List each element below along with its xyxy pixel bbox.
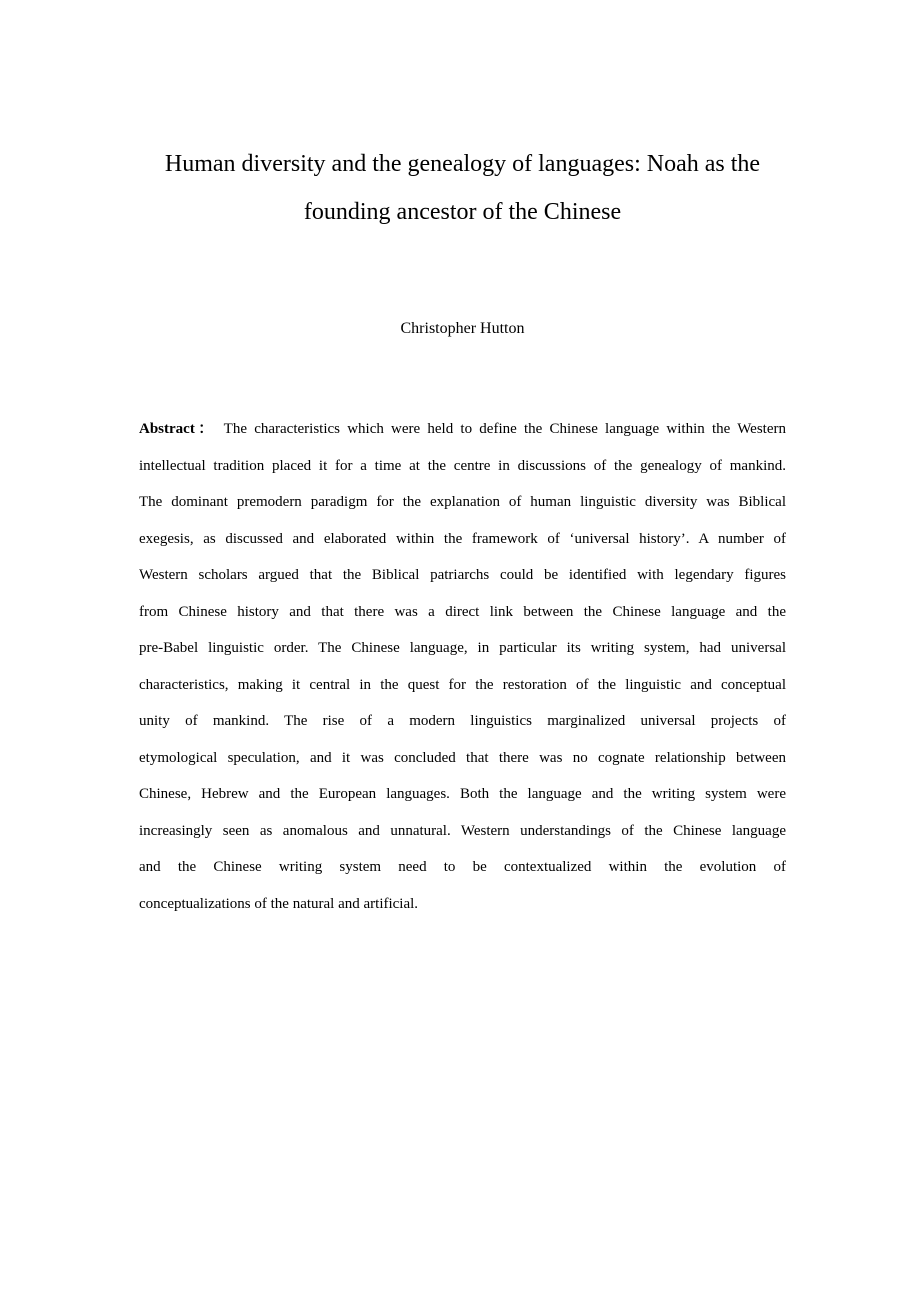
abstract-line: Western scholars argued that the Biblical patriarchs could be identified with legendary figures [139,567,786,583]
abstract-line: unity of mankind. The rise of a modern linguistics marginalized universal projects of [139,713,786,729]
abstract-line: increasingly seen as anomalous and unnatural. Western understandings of the Chinese language [139,822,786,839]
abstract-line: The dominant premodern paradigm for the explanation of human linguistic diversity was Biblical [139,494,786,510]
abstract-line: etymological speculation, and it was concluded that there was no cognate relationship between [139,749,786,766]
abstract-line: pre-Babel linguistic order. The Chinese language, in particular its writing system, had universal [139,640,786,656]
abstract-line: exegesis, as discussed and elaborated within the framework of ‘universal history’. A number of [139,530,786,547]
abstract-line: from Chinese history and that there was a direct link between the Chinese language and the [139,603,786,620]
abstract-label: Abstract： [139,421,217,437]
abstract-line: conceptualizations of the natural and artificial. [139,895,419,912]
abstract-line: intellectual tradition placed it for a time at the centre in discussions of the genealogy of mankind. [139,457,786,474]
abstract-line-text: The characteristics which were held to define the Chinese language within the Western [223,421,786,437]
abstract-line [139,411,786,448]
paper-title-line-1: Human diversity and the genealogy of languages: Noah as the [164,151,761,177]
paper-title-line-2: founding ancestor of the Chinese [303,199,622,225]
abstract-line: and the Chinese writing system need to be contextualized within the evolution of [139,859,786,875]
abstract-line: characteristics, making it central in the quest for the restoration of the linguistic and conceptual [139,676,786,693]
author-name: Christopher Hutton [400,320,525,337]
abstract-line: Chinese, Hebrew and the European languages. Both the language and the writing system were [139,786,786,802]
abstract-paragraph [139,411,786,922]
paper-title [139,140,786,236]
